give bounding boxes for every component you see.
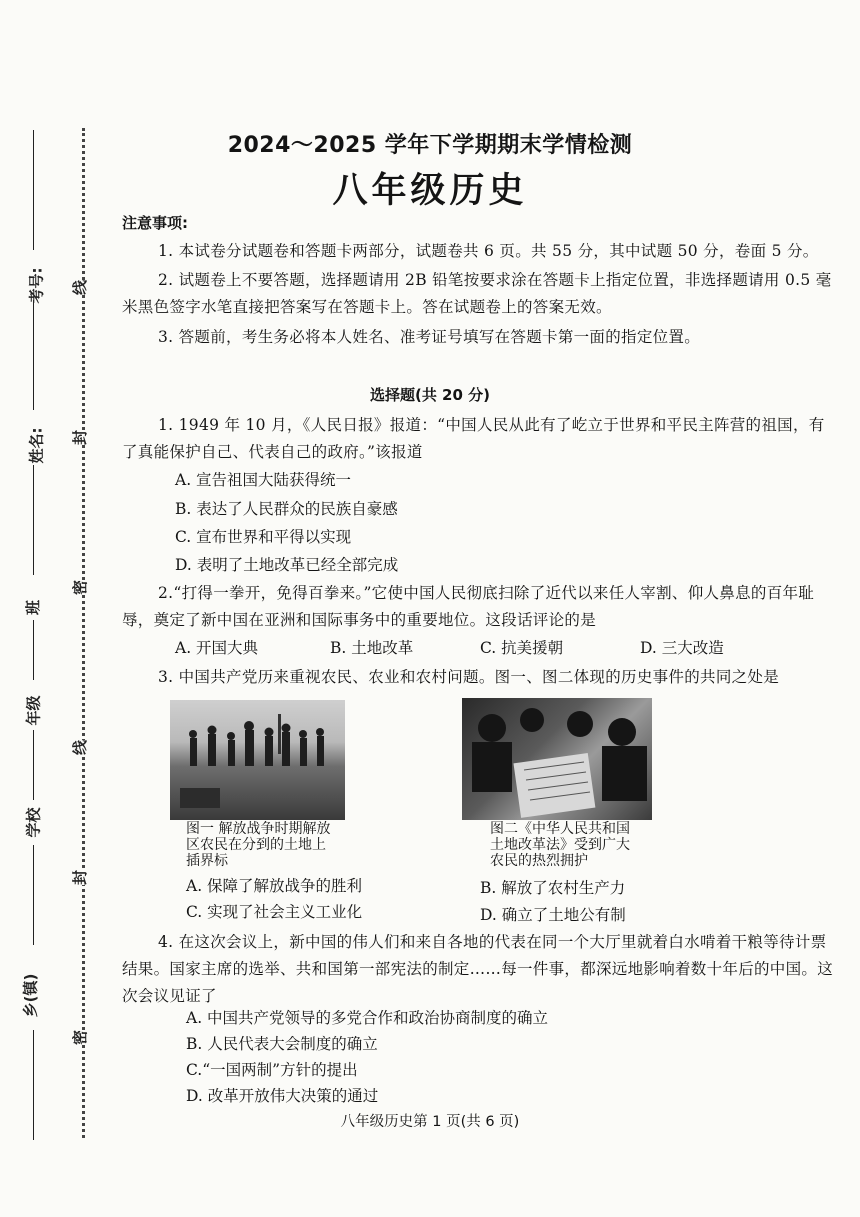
question-2-option-c: C. 抗美援朝	[480, 639, 564, 657]
question-2-stem: 2.“打得一拳开，免得百拳来。”它使中国人民彻底扫除了近代以来任人宰割、仰人鼻息的百年耻辱，奠定了新中国在亚洲和国际事务中的重要地位。这段话评论的是	[122, 584, 815, 629]
seal-char: 封	[67, 430, 92, 445]
seal-char: 密	[67, 580, 92, 595]
figure-2-caption: 图二《中华人民共和国土地改革法》受到广大农民的热烈拥护	[490, 821, 630, 869]
question-4-option-b: B. 人民代表大会制度的确立	[186, 1035, 378, 1053]
school-label: 学校	[24, 807, 43, 838]
name-label: 姓名:	[27, 427, 46, 464]
question-2-option-d: D. 三大改造	[640, 639, 724, 657]
question-2-option-b: B. 土地改革	[330, 639, 414, 657]
notice-item: 2. 试题卷上不要答题，选择题请用 2B 铅笔按要求涂在答题卡上指定位置，非选择题请用 0.5 毫米黑色签字水笔直接把答案写在答题卡上。答在试题卷上的答案无效。	[122, 271, 832, 316]
question-2-option-a: A. 开国大典	[175, 639, 259, 657]
exam-title: 八年级历史	[332, 171, 528, 211]
question-1-option-a: A. 宣告祖国大陆获得统一	[175, 471, 352, 489]
question-4-option-d: D. 改革开放伟大决策的通过	[186, 1087, 379, 1105]
question-1-option-d: D. 表明了土地改革已经全部完成	[175, 556, 399, 574]
class-label: 班	[24, 599, 43, 616]
exam-subtitle: 2024～2025 学年下学期期末学情检测	[227, 133, 633, 158]
notice-item: 1. 本试卷分试题卷和答题卡两部分，试题卷共 6 页。共 55 分，其中试题 50 分，卷面 5 分。	[158, 242, 819, 260]
binding-line	[33, 845, 34, 945]
question-4-option-c: C.“一国两制”方针的提出	[186, 1061, 358, 1079]
notice-heading: 注意事项:	[122, 214, 188, 232]
township-label: 乡(镇)	[21, 973, 40, 1018]
binding-line	[33, 620, 34, 680]
section-heading: 选择题(共 20 分)	[369, 386, 491, 404]
binding-line	[33, 465, 34, 575]
figure-1-caption: 图一 解放战争时期解放区农民在分到的土地上插界标	[186, 821, 331, 869]
grade-label: 年级	[24, 695, 43, 726]
figure-1-photo	[170, 700, 345, 820]
seal-char: 封	[67, 870, 92, 885]
question-3-option-c: C. 实现了社会主义工业化	[186, 903, 363, 921]
seal-char: 线	[67, 280, 92, 295]
question-4-option-a: A. 中国共产党领导的多党合作和政治协商制度的确立	[186, 1009, 549, 1027]
page-footer: 八年级历史第 1 页(共 6 页)	[340, 1114, 520, 1130]
figure-2-photo	[462, 698, 652, 820]
question-1-option-b: B. 表达了人民群众的民族自豪感	[175, 500, 398, 518]
question-3-option-d: D. 确立了土地公有制	[480, 906, 626, 924]
question-3-stem: 3. 中国共产党历来重视农民、农业和农村问题。图一、图二体现的历史事件的共同之处是	[158, 668, 780, 686]
seal-char: 密	[67, 1030, 92, 1045]
question-1-stem: 1. 1949 年 10 月，《人民日报》报道：“中国人民从此有了屹立于世界和平民主阵营的祖国，有了真能保护自己、代表自己的政府。”该报道	[122, 416, 825, 461]
seal-char: 线	[67, 740, 92, 755]
notice-item: 3. 答题前，考生务必将本人姓名、准考证号填写在答题卡第一面的指定位置。	[158, 328, 701, 346]
figure-2-image	[462, 698, 652, 820]
question-4-stem: 4. 在这次会议上，新中国的伟人们和来自各地的代表在同一个大厅里就着白水啃着干粮等待计票结果。国家主席的选举、共和国第一部宪法的制定……每一件事，都深远地影响着数十年后的中国。这次会议见证了	[122, 933, 834, 1005]
binding-line	[33, 730, 34, 800]
figure-1-image	[170, 700, 345, 820]
exam-no-label: 考号:	[27, 267, 46, 304]
question-1-option-c: C. 宣布世界和平得以实现	[175, 528, 352, 546]
question-3-option-b: B. 解放了农村生产力	[480, 879, 626, 897]
question-3-option-a: A. 保障了解放战争的胜利	[186, 877, 363, 895]
